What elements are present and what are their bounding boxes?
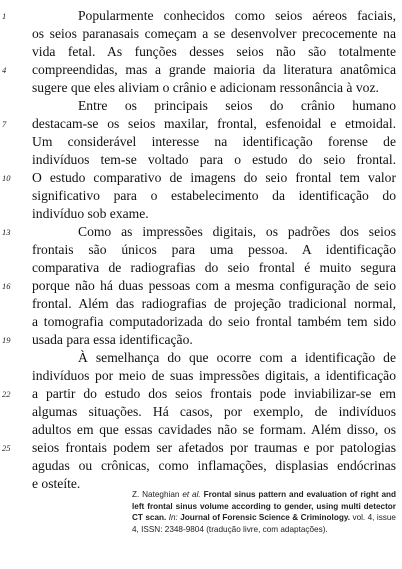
paragraph-2-line: Entre os principais seios do crânio humano [78, 98, 396, 113]
paragraph-1-line: compreendidas, mas a grande maioria da literatura anatômica [32, 62, 396, 77]
citation-title: Frontal sinus pattern and evaluation of right and left frontal sinus volume according to gender, using multi detector CT scan. [132, 490, 396, 523]
paragraph-3-line: comparativa de radiografias do seio frontal é muito segura [32, 260, 396, 275]
paragraph-3-line: frontal. Além das radiografias de projeção tradicional normal, [32, 296, 396, 311]
paragraph-4-line: e osteíte. [32, 476, 81, 491]
paragraph-2-line: Um considerável interesse na identificação forense de [32, 134, 396, 149]
paragraph-2-line: O estudo comparativo de imagens do seio frontal tem valor [32, 170, 396, 185]
paragraph-2-line: significativo para o estabelecimento da identificação do [32, 188, 396, 203]
paragraph-2-line: indivíduo sob exame. [32, 206, 149, 221]
citation-etal: et al. [182, 490, 201, 499]
paragraph-1-line: os seios paranasais começam a se desenvolver precocemente na [32, 26, 396, 41]
paragraph-1-line: sugere que eles aliviam o crânio e adicionam ressonância à voz. [32, 80, 379, 95]
line-number: 16 [2, 281, 11, 291]
paragraph-4-line: À semelhança do que ocorre com a identificação de [78, 350, 396, 365]
paragraph-3-line: frontais são únicos para uma pessoa. A identificação [32, 242, 396, 257]
line-number: 4 [2, 65, 7, 75]
paragraph-3-line: porque não há duas pessoas com a mesma configuração de seio [32, 278, 396, 293]
citation-journal: Journal of Forensic Science & Criminology. [180, 513, 351, 523]
line-number: 7 [2, 119, 7, 129]
line-number: 25 [2, 443, 11, 453]
line-number: 1 [2, 11, 7, 21]
citation-details: vol. 4, issue 4, ISSN: 2348-9804 (tradução livre, com adaptações). [132, 513, 396, 534]
paragraph-3-line: Como as impressões digitais, os padrões dos seios [78, 224, 396, 239]
paragraph-3-line: a tomografia computadorizada do seio frontal também tem sido [32, 314, 396, 329]
line-number: 19 [2, 335, 11, 345]
paragraph-1-line: Popularmente conhecidos como seios aéreos faciais, [78, 8, 396, 23]
source-citation [132, 489, 396, 535]
citation-in: In: [168, 513, 178, 523]
paragraph-2-line: destacam-se os seios maxilar, frontal, esfenoidal e etmoidal. [32, 116, 396, 131]
paragraph-4-line: a partir do estudo dos seios frontais pode inviabilizar-se em [32, 386, 396, 401]
paragraph-2-line: indivíduos tem-se voltado para o estudo do seio frontal. [32, 152, 396, 167]
paragraph-4-line: adultos em que essas cavidades não se formam. Além disso, os [32, 422, 396, 437]
paragraph-1-line: vida fetal. As funções desses seios não são totalmente [32, 44, 396, 59]
paragraph-3-line: usada para essa identificação. [32, 332, 193, 347]
paragraph-4-line: indivíduos por meio de suas impressões digitais, a identificação [32, 368, 396, 383]
paragraph-4-line: agudas ou crônicas, como inflamações, displasias endócrinas [32, 458, 396, 473]
paragraph-4-line: algumas situações. Há casos, por exemplo, de indivíduos [32, 404, 396, 419]
line-number: 10 [2, 173, 11, 183]
citation-authors: Z. Nateghian [132, 490, 180, 499]
paragraph-4-line: seios frontais podem ser afetados por traumas e por patologias [32, 440, 396, 455]
line-number: 22 [2, 389, 11, 399]
line-number: 13 [2, 227, 11, 237]
